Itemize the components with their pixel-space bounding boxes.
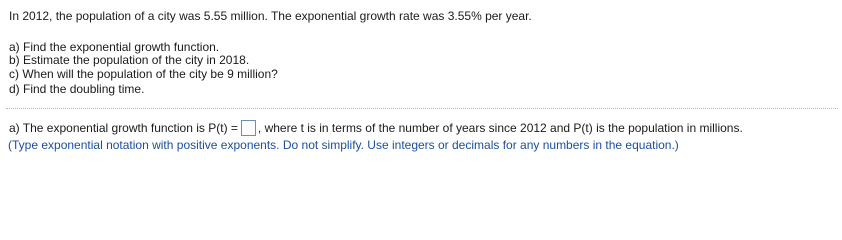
problem-intro: In 2012, the population of a city was 5.55 million. The exponential growth rate was 3.55% per year. (9, 9, 532, 23)
question-part-b: b) Estimate the population of the city in 2018. (9, 53, 250, 67)
answer-input-box[interactable] (241, 120, 256, 136)
question-part-a: a) Find the exponential growth function. (9, 40, 220, 54)
question-part-d: d) Find the doubling time. (9, 82, 145, 96)
answer-suffix: , where t is in terms of the number of years since 2012 and P(t) is the population in millions. (257, 121, 743, 135)
answer-row (9, 120, 743, 136)
section-divider (6, 108, 838, 109)
answer-hint: (Type exponential notation with positive exponents. Do not simplify. Use integers or decimals for any numbers in the equation.) (8, 138, 679, 152)
answer-prefix: a) The exponential growth function is P(t) = (9, 121, 238, 135)
question-part-c: c) When will the population of the city be 9 million? (9, 67, 278, 81)
